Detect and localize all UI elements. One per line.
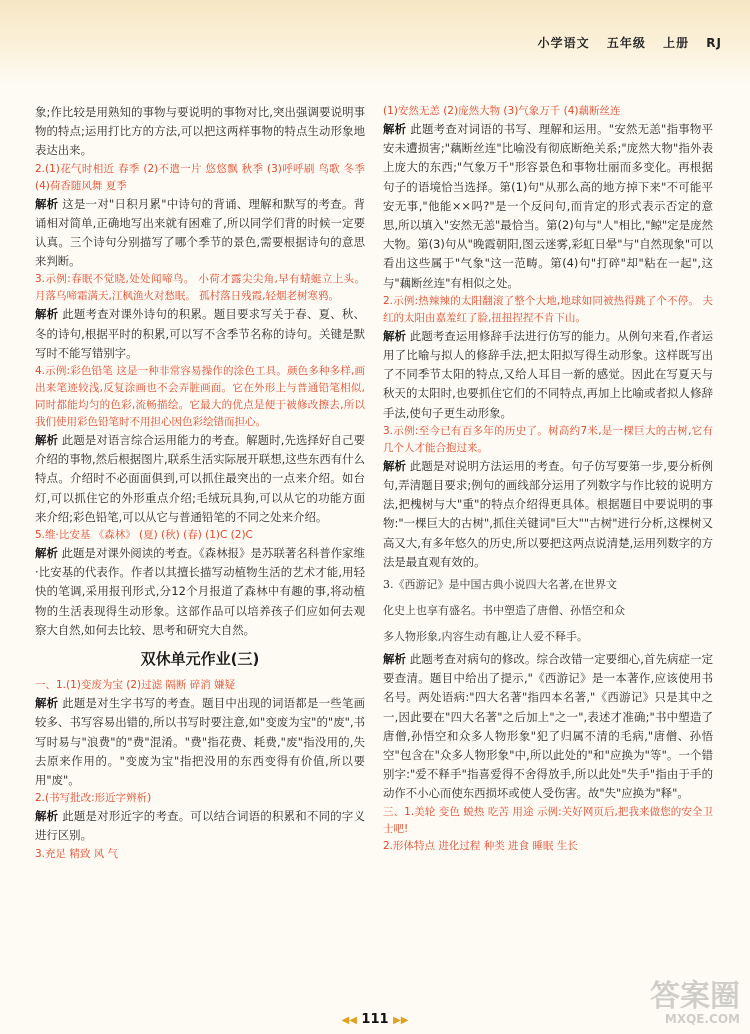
handwritten-line: 化史上也享有盛名。书中塑造了唐僧、孙悟空和众	[383, 604, 625, 618]
answer-line: 3.示例:至今已有百多年的历史了。树高约7米,是一棵巨大的古树,它有几个人才能合抱过来。	[383, 424, 713, 454]
analysis-label: 解析	[35, 696, 59, 711]
answer-line: 一、1.(1)变废为宝 (2)过滤 隔断 碎消 嫌疑	[35, 679, 236, 692]
analysis-block	[35, 694, 365, 790]
analysis-text: 此题是对课外阅读的考查。《森林报》是苏联著名科普作家维·比安基的代表作。作者以其擅长描写动植物生活的艺术才能,用轻快的笔调,采用报刊形式,分12个月报道了森林中有趣的事,将动植物的生活表现得生动形象。这部作品可以培养孩子们应如何去观察大自然,如何去比较、思考和研究大自然。	[35, 546, 365, 637]
edition-label: RJ	[706, 36, 722, 50]
answer-line: 三、1.美轮 变色 蜕热 吃苦 用途 示例:关好网页后,把我来做您的安全卫士吧!	[383, 805, 713, 835]
answer-line: (1)安然无恙 (2)庞然大物 (3)气象万千 (4)藕断丝连	[383, 105, 621, 117]
analysis-block	[383, 457, 713, 572]
prev-arrows-icon: ◀◀	[341, 1015, 357, 1026]
subject-label: 小学语文	[537, 36, 590, 50]
analysis-block	[35, 544, 365, 640]
analysis-block	[35, 305, 365, 363]
analysis-text: 此题考查对病句的修改。综合改错一定要细心,首先病症一定要查清。题目中给出了提示,"《西游记》是一本著作,应该使用书名号。两处语病:"四大名著"指四本名著,"《西游记》只是其中之一,因此要在"四大名著"之后加上"之一",表述才准确;"书中塑造了唐僧,孙悟空和众多人物形象"犯了归属不清的毛病,"唐僧、孙悟空"包含在"众多人物形象"中,所以此处的"和"应换为"等"。一个错别字:"爱不释手"指喜爱得不舍得放手,所以此处"失手"指由于手的动作不小心而使东西损坏或使人受伤害。故"失"应换为"释"。	[383, 652, 713, 801]
handwritten-correction	[383, 572, 713, 650]
analysis-label: 解析	[383, 328, 407, 343]
analysis-block	[35, 431, 365, 527]
answer-line: 5.维·比安基 《森林》 (夏) (秋) (春) (1)C (2)C	[35, 529, 253, 542]
answer-line: 3.充足 精致 风 气	[35, 847, 119, 860]
analysis-label: 解析	[383, 652, 407, 667]
analysis-text: 此题是对形近字的考查。可以结合词语的积累和不同的字义进行区别。	[35, 809, 365, 843]
analysis-block	[383, 327, 713, 423]
analysis-label: 解析	[35, 307, 59, 322]
analysis-label: 解析	[35, 546, 58, 561]
analysis-block	[35, 807, 365, 845]
analysis-text: 此题考查对词语的书写、理解和运用。"安然无恙"指事物平安未遭损害;"藕断丝连"比喻没有彻底断绝关系;"庞然大物"指外表上庞大的东西;"气象万千"形容景色和事物壮丽而多变化。再根据句子的语境恰当选择。第(1)句"从那么高的地方掉下来"不可能平安无事,"他能××吗?"是一个反问句,而肯定的形式表示否定的意思,所以填入"安然无恙"最恰当。第(2)句与"人"相比,"鲸"定是庞然大物。第(3)句从"晚霞朝阳,图云迷雾,彩虹日晕"与"自然现象"可以看出这些属于"气象"这一范畴。第(4)句"打碎"却"粘在一起",这与"藕断丝连"有相似之处。	[383, 122, 713, 290]
grade-label: 五年级	[606, 36, 646, 50]
answer-line: 4.示例:彩色铅笔 这是一种非常容易操作的涂色工具。颜色多种多样,画出来笔迹较浅,反复涂画也不会弄脏画面。它在外形上与普通铅笔相似,同时都能均匀的色彩,流畅描绘。它最大的优点是便于被修改擦去,所以我们使用彩色铅笔时不用担心因色彩绘错而担心。	[35, 365, 365, 429]
right-column	[383, 103, 713, 855]
answer-line: 2.形体特点 进化过程 种类 进食 睡眠 生长	[383, 839, 578, 852]
analysis-text: 这是一对"日积月累"中诗句的背诵、理解和默写的考查。背诵相对简单,正确地写出来就有困难了,所以同学们背的时候一定要认真。三个诗句分别描写了哪个季节的景色,需要根据诗句的意思来判断。	[35, 196, 365, 269]
analysis-label: 解析	[35, 196, 59, 211]
watermark-url: MXQE.COM	[664, 1012, 740, 1026]
analysis-label: 解析	[35, 809, 59, 824]
answer-line: 2.(书写批改:形近字辨析)	[35, 792, 152, 805]
analysis-text: 此题考查对课外诗句的积累。题目要求写关于春、夏、秋、冬的诗句,根据平时的积累,可以写不含季节名称的诗句。关键是默写时不能写错别字。	[35, 307, 365, 360]
analysis-text: 此题是对说明方法运用的考查。句子仿写要第一步,要分析例句,弄清题目要求;例句的画线部分运用了列数字与作比较的说明方法,把槐树与大"重"的特点介绍得更具体。根据题目中要说明的事物:"一棵巨大的古树",抓住关键词"巨大""古树"进行分析,这棵树又高又大,有多年悠久的历史,所以要把这两点说清楚,运用列数字的方法是最直观有效的。	[383, 458, 713, 569]
page-number: 111	[361, 1012, 389, 1027]
analysis-block	[383, 650, 713, 804]
answer-line: 2.示例:热辣辣的太阳翻滚了整个大地,地球如同被热得跳了个不停。 夫红的太阳由嘉羞红了脸,扭扭捏捏不肯下山。	[383, 294, 713, 324]
page-header	[526, 34, 722, 51]
next-arrows-icon: ▶▶	[393, 1015, 409, 1026]
analysis-block	[35, 195, 365, 272]
analysis-block	[383, 120, 713, 293]
watermark-logo	[590, 979, 740, 1026]
paragraph: 象;作比较是用熟知的事物与要说明的事物对比,突出强调要说明事物的特点;运用打比方的方法,可以把这两样事物的特点生动形象地表达出来。	[35, 105, 365, 158]
term-label: 上册	[663, 36, 690, 50]
analysis-text: 此题是对生字书写的考查。题目中出现的词语都是一些笔画较多、书写容易出错的,所以书写时要注意,如"变废为宝"的"废",书写时易与"浪费"的"费"混淆。"费"指花费、耗费,"废"指没用的,失去原来作用的。"变废为宝"指把没用的东西变得有价值,所以要用"废"。	[35, 696, 365, 788]
analysis-label: 解析	[383, 458, 407, 473]
answer-line: 3.示例:春眠不觉晓,处处闻啼鸟。 小荷才露尖尖角,早有蜻蜓立上头。 月落乌啼霜满天,江枫渔火对愁眠。 孤村落日残霞,轻烟老树寒鸦。	[35, 273, 365, 303]
analysis-label: 解析	[35, 433, 59, 448]
answer-line: 2.(1)花气时相近 春季 (2)不遣一片 悠悠飘 秋季 (3)呼呼刷 鸟歌 冬季 (4)荷香随风舞 夏季	[35, 162, 365, 192]
analysis-text: 此题考查运用修辞手法进行仿写的能力。从例句来看,作者运用了比喻与拟人的修辞手法,把太阳拟写得生动形象。这样既写出了不同季节太阳的特点,又给人耳目一新的感觉。因此在写夏天与秋天的太阳时,也要抓住它们的不同特点,再加上比喻或者拟人修辞手法,使句子更生动形象。	[383, 328, 713, 420]
handwritten-line: 3.《西游记》是中国古典小说四大名著,在世界文	[383, 578, 617, 592]
watermark-text: 答案圈	[650, 979, 740, 1014]
analysis-text: 此题是对语言综合运用能力的考查。解题时,先选择好自己要介绍的事物,然后根据图片,联系生活实际展开联想,这些东西有什么特点。介绍时不必面面俱到,可以抓住最突出的一点来介绍。如台灯,可以抓住它的外形重点介绍;毛绒玩具狗,可以从它的功能方面来介绍;彩色铅笔,可以从它与普通铅笔的不同之处来介绍。	[35, 433, 365, 524]
left-column	[35, 103, 365, 863]
handwritten-line: 多人物形象,内容生动有趣,让人爱不释手。	[383, 630, 588, 644]
analysis-label: 解析	[383, 122, 407, 136]
section-title: 双休单元作业(三)	[140, 650, 260, 669]
